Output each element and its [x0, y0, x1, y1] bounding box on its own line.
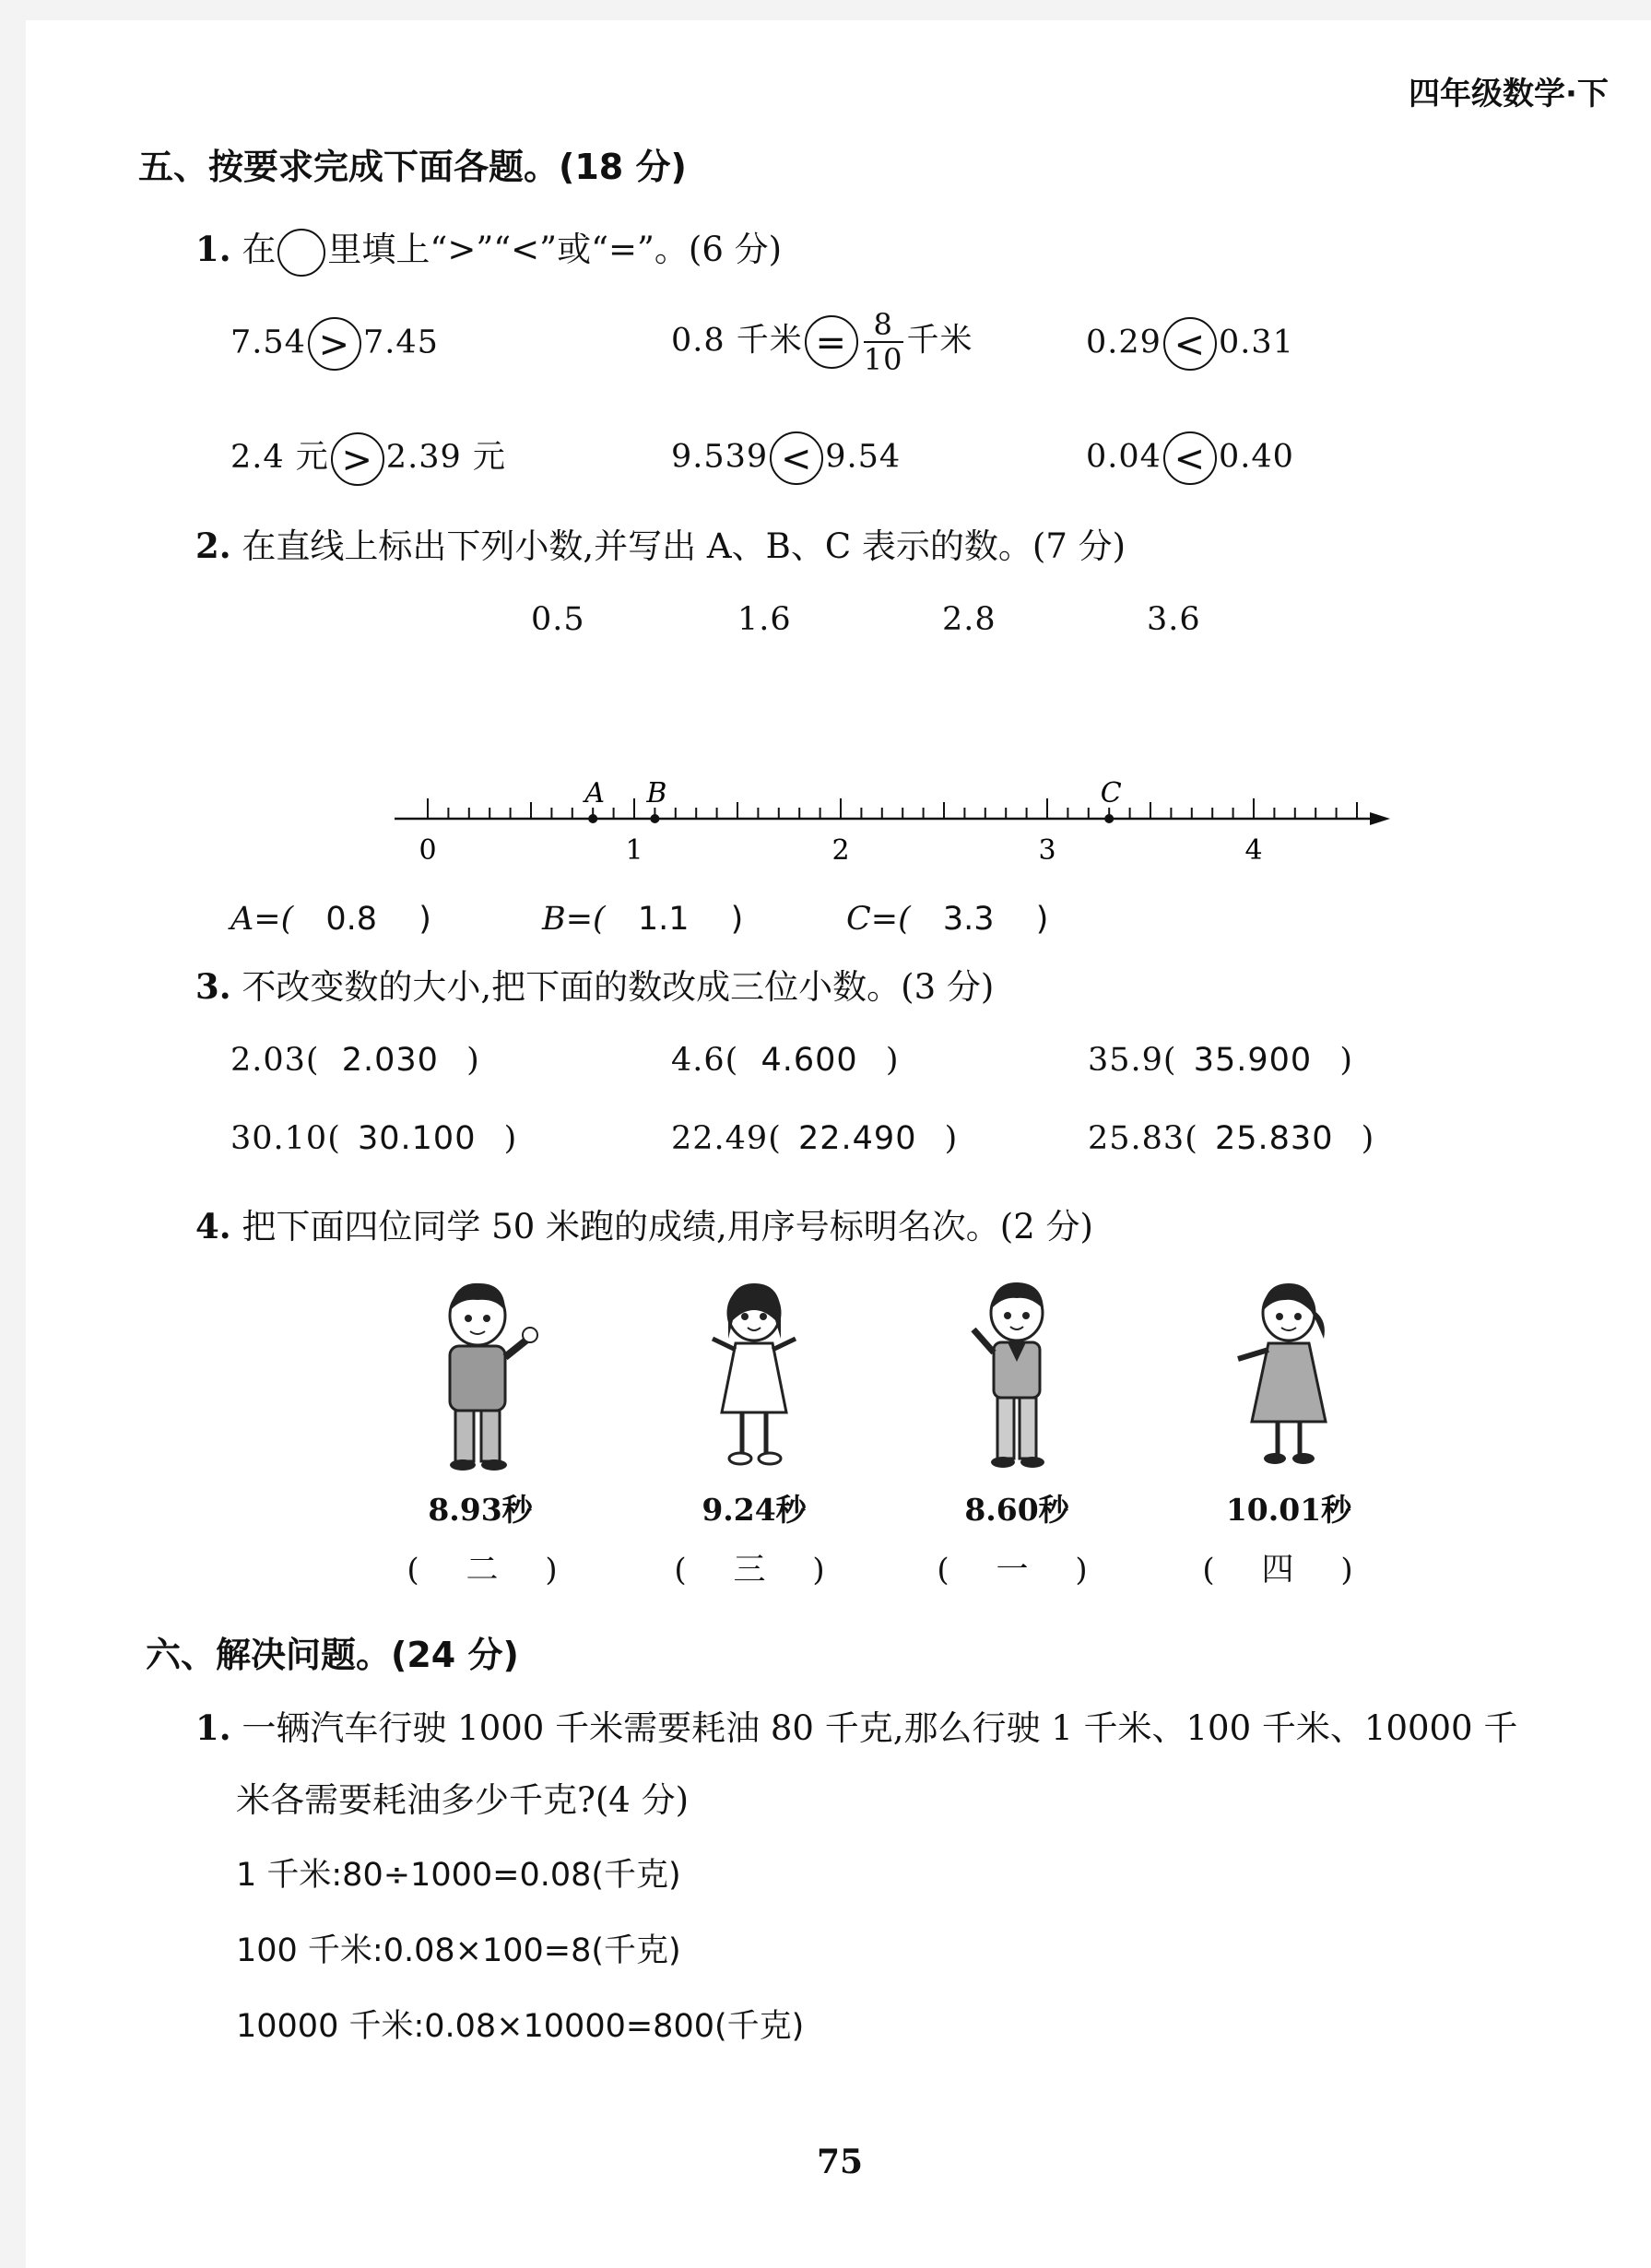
compare-left: 0.04	[1086, 438, 1162, 476]
answer-close: )	[730, 901, 744, 938]
decimal-item-4	[230, 1120, 517, 1157]
answer-close: )	[1339, 1042, 1353, 1079]
circle-placeholder	[277, 229, 325, 277]
answer-label: C=(	[846, 901, 911, 938]
compare-sign-circle: <	[1163, 317, 1217, 371]
given-number: 2.03(	[230, 1042, 320, 1079]
compare-right: 7.45	[362, 324, 439, 361]
rank-close: )	[1340, 1552, 1353, 1589]
student-time-1: 8.93秒	[428, 1492, 533, 1528]
written-answer: 22.490	[798, 1120, 917, 1157]
q1-prompt	[195, 221, 782, 277]
answer-value: 0.8	[325, 901, 378, 938]
answer-C	[846, 901, 1048, 938]
rank-answer: 一	[996, 1552, 1029, 1589]
point-B-label: B	[646, 777, 667, 809]
section-6-title: 六、解决问题。(24 分)	[146, 1635, 519, 1675]
compare-sign-circle: >	[331, 432, 384, 486]
answer-close: )	[885, 1042, 900, 1079]
q1-text-before: 在	[242, 230, 277, 269]
student-time-3: 8.60秒	[964, 1492, 1069, 1528]
compare-item-5	[671, 431, 901, 485]
written-answer: 30.100	[358, 1120, 477, 1157]
answer-B	[542, 901, 743, 938]
given-number: 22.49(	[671, 1120, 782, 1157]
answer-close: )	[1035, 901, 1049, 938]
answer-value: 3.3	[942, 901, 995, 938]
fraction-numerator: 8	[864, 308, 903, 343]
decimal-item-1	[230, 1042, 480, 1079]
answer-label: A=(	[230, 901, 294, 938]
student-rank-2	[630, 1544, 869, 1590]
q1-text-after: 里填上“>”“<”或“=”。(6 分)	[327, 230, 783, 269]
q3-number: 3.	[195, 966, 231, 1007]
page-number: 75	[817, 2143, 864, 2181]
decimal-to-mark-2: 1.6	[737, 601, 792, 638]
point-A-label: A	[584, 777, 606, 809]
written-answer: 25.830	[1215, 1120, 1334, 1157]
compare-left: 0.8 千米	[671, 322, 803, 360]
axis-tick-label: 2	[831, 834, 850, 867]
compare-left: 7.54	[230, 324, 306, 361]
answer-close: )	[419, 901, 431, 938]
section-5-title: 五、按要求完成下面各题。(18 分)	[138, 147, 687, 187]
fraction	[864, 308, 903, 376]
compare-item-4	[230, 431, 506, 486]
compare-left: 2.4 元	[230, 439, 329, 476]
decimal-item-3	[1088, 1042, 1353, 1079]
rank-answer: 四	[1261, 1552, 1294, 1589]
rank-open: (	[937, 1552, 949, 1589]
solution-line-2: 100 千米:0.08×100=8(千克)	[236, 1932, 681, 1969]
compare-left: 0.29	[1086, 324, 1162, 361]
decimal-to-mark-1: 0.5	[531, 601, 585, 638]
s6-q1-text-line2: 米各需要耗油多少千克?(4 分)	[236, 1780, 690, 1820]
answer-close: )	[466, 1042, 480, 1079]
q4-number: 4.	[195, 1206, 231, 1246]
q2-number: 2.	[195, 526, 231, 566]
decimal-to-mark-4: 3.6	[1147, 601, 1201, 638]
student-rank-4	[1158, 1544, 1397, 1590]
written-answer: 4.600	[761, 1042, 858, 1079]
given-number: 30.10(	[230, 1120, 341, 1157]
worksheet-page	[26, 20, 1651, 2268]
compare-item-1	[230, 317, 439, 371]
compare-sign-circle: =	[805, 315, 858, 369]
given-number: 25.83(	[1088, 1120, 1198, 1157]
answer-label: B=(	[542, 901, 606, 938]
compare-item-3	[1086, 317, 1294, 371]
axis-tick-label: 4	[1244, 834, 1263, 867]
point-C-label: C	[1100, 777, 1122, 809]
compare-right: 千米	[906, 322, 973, 360]
compare-right: 9.54	[825, 438, 902, 476]
q1-number: 1.	[195, 229, 231, 269]
given-number: 4.6(	[671, 1042, 739, 1079]
axis-arrow	[1370, 812, 1390, 825]
q2-prompt	[195, 518, 1126, 568]
axis-tick-label: 3	[1038, 834, 1056, 867]
answer-value: 1.1	[637, 901, 690, 938]
student-boy-1-illustration	[413, 1274, 542, 1477]
q2-text: 在直线上标出下列小数,并写出 A、B、C 表示的数。(7 分)	[242, 526, 1126, 566]
compare-sign-circle: <	[770, 431, 823, 485]
answer-A	[230, 901, 431, 938]
written-answer: 35.900	[1193, 1042, 1313, 1079]
student-rank-3	[892, 1544, 1132, 1590]
rank-close: )	[812, 1552, 825, 1589]
decimal-item-6	[1088, 1120, 1374, 1157]
s6-q1-text-line1: 一辆汽车行驶 1000 千米需要耗油 80 千克,那么行驶 1 千米、100 千米、10000 千	[242, 1708, 1518, 1748]
q4-prompt	[195, 1199, 1093, 1248]
point-A-dot	[588, 814, 597, 823]
compare-left: 9.539	[671, 438, 769, 476]
axis-tick-label: 1	[625, 834, 643, 867]
compare-right: 0.40	[1218, 438, 1294, 476]
compare-item-6	[1086, 431, 1294, 485]
answer-close: )	[944, 1120, 959, 1157]
rank-close: )	[545, 1552, 558, 1589]
s6-q1-line1	[195, 1700, 1517, 1750]
point-C-dot	[1104, 814, 1114, 823]
fraction-denominator: 10	[863, 342, 903, 377]
student-time-4: 10.01秒	[1225, 1492, 1352, 1528]
solution-line-3: 10000 千米:0.08×10000=800(千克)	[236, 2008, 805, 2045]
rank-open: (	[1202, 1552, 1215, 1589]
s6-q1-number: 1.	[195, 1707, 231, 1748]
compare-right: 0.31	[1218, 324, 1294, 361]
decimal-item-5	[671, 1120, 958, 1157]
rank-open: (	[674, 1552, 687, 1589]
student-girl-1-illustration	[694, 1274, 814, 1477]
compare-right: 2.39 元	[385, 439, 506, 476]
answer-close: )	[503, 1120, 518, 1157]
q4-text: 把下面四位同学 50 米跑的成绩,用序号标明名次。(2 分)	[242, 1207, 1093, 1246]
compare-sign-circle: <	[1163, 431, 1217, 485]
written-answer: 2.030	[341, 1042, 439, 1079]
decimal-item-2	[671, 1042, 899, 1079]
rank-open: (	[407, 1552, 419, 1589]
number-line	[358, 758, 1427, 878]
given-number: 35.9(	[1088, 1042, 1177, 1079]
rank-close: )	[1075, 1552, 1088, 1589]
student-girl-2-illustration	[1224, 1274, 1353, 1477]
student-time-2: 9.24秒	[702, 1492, 807, 1528]
compare-sign-circle: >	[308, 317, 361, 371]
rank-answer: 二	[466, 1552, 499, 1589]
point-B-dot	[650, 814, 659, 823]
rank-answer: 三	[733, 1552, 766, 1589]
q3-prompt	[195, 959, 994, 1009]
student-boy-2-illustration	[957, 1274, 1077, 1477]
student-rank-1	[362, 1544, 602, 1590]
answer-close: )	[1361, 1120, 1375, 1157]
solution-line-1: 1 千米:80÷1000=0.08(千克)	[236, 1857, 681, 1894]
q3-text: 不改变数的大小,把下面的数改成三位小数。(3 分)	[242, 967, 995, 1007]
running-title: 四年级数学·下	[1409, 76, 1609, 112]
axis-tick-label: 0	[419, 834, 437, 867]
compare-item-2	[671, 308, 973, 376]
decimal-to-mark-3: 2.8	[942, 601, 996, 638]
